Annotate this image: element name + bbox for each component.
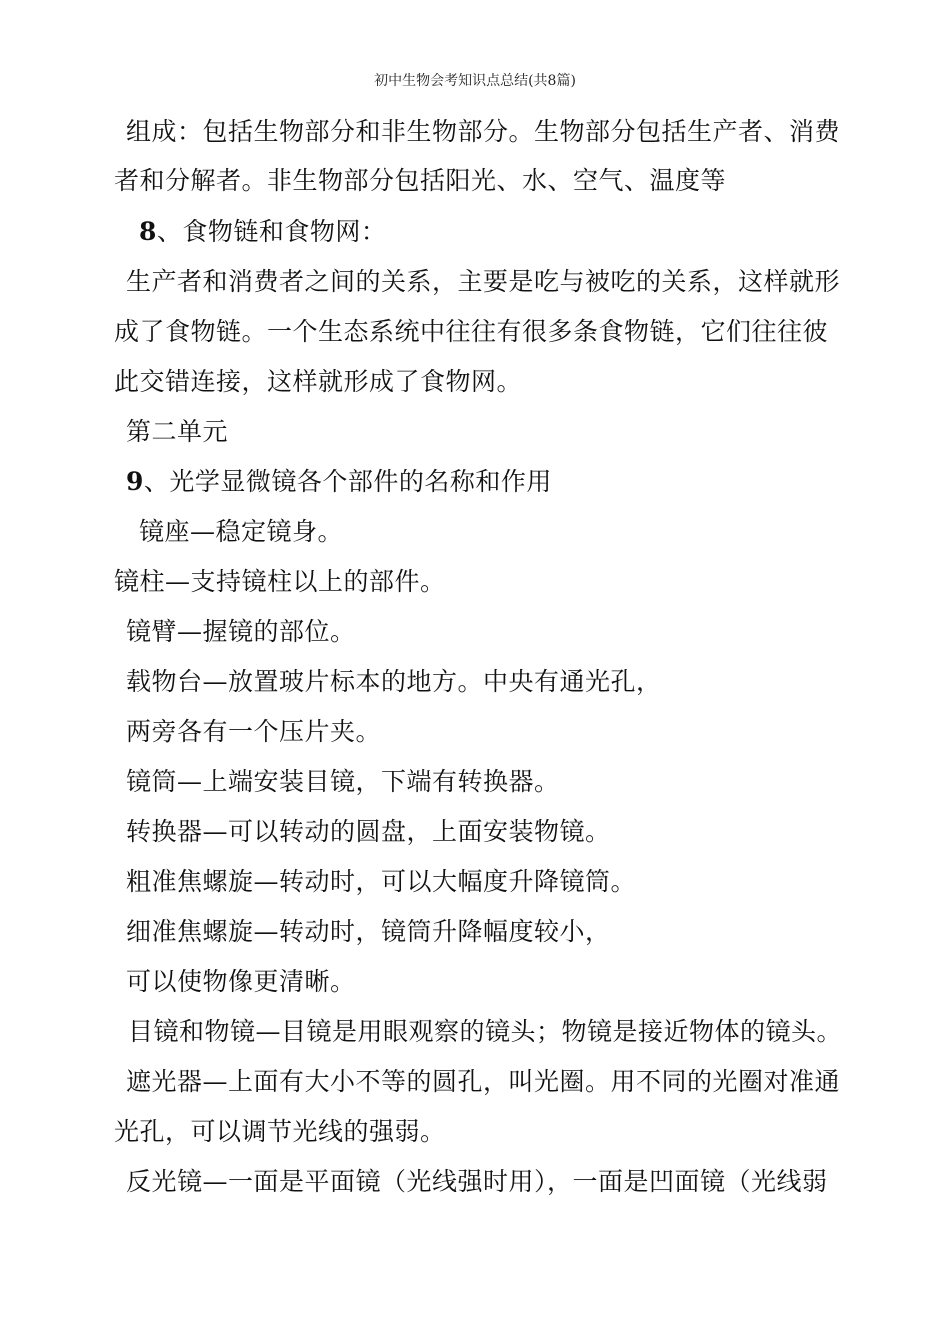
section-title: 、食物链和食物网： <box>156 217 387 246</box>
section-heading <box>126 467 552 497</box>
text-line: 生产者和消费者之间的关系，主要是吃与被吃的关系，这样就形 <box>126 267 841 296</box>
text-line: 粗准焦螺旋—转动时，可以大幅度升降镜筒。 <box>126 867 637 896</box>
text-line: 遮光器—上面有大小不等的圆孔，叫光圈。用不同的光圈对准通 <box>126 1067 841 1096</box>
text-line: 载物台—放置玻片标本的地方。中央有通光孔， <box>126 667 662 696</box>
text-line: 目镜和物镜—目镜是用眼观察的镜头；物镜是接近物体的镜头。 <box>128 1017 843 1046</box>
text-line: 转换器—可以转动的圆盘，上面安装物镜。 <box>126 817 611 846</box>
text-line: 此交错连接，这样就形成了食物网。 <box>114 367 523 396</box>
text-line: 反光镜—一面是平面镜（光线强时用），一面是凹面镜（光线弱 <box>126 1167 828 1196</box>
text-line: 镜座—稳定镜身。 <box>139 517 344 546</box>
text-line: 组成：包括生物部分和非生物部分。生物部分包括生产者、消费 <box>126 117 841 146</box>
text-line: 成了食物链。一个生态系统中往往有很多条食物链，它们往往彼 <box>114 317 829 346</box>
text-line: 镜筒—上端安装目镜，下端有转换器。 <box>126 767 560 796</box>
text-line: 可以使物像更清晰。 <box>126 967 356 996</box>
text-line: 细准焦螺旋—转动时，镜筒升降幅度较小， <box>126 917 611 946</box>
text-line: 者和分解者。非生物部分包括阳光、水、空气、温度等 <box>114 166 727 195</box>
unit-heading: 第二单元 <box>126 417 229 446</box>
text-line: 两旁各有一个压片夹。 <box>126 717 382 746</box>
section-number: 9 <box>126 467 144 496</box>
text-line: 镜臂—握镜的部位。 <box>126 617 356 646</box>
section-title: 、光学显微镜各个部件的名称和作用 <box>143 467 552 496</box>
section-number: 8 <box>139 217 157 246</box>
section-heading <box>139 217 386 247</box>
text-line: 镜柱—支持镜柱以上的部件。 <box>114 567 446 596</box>
page-header: 初中生物会考知识点总结(共8篇) <box>374 73 576 89</box>
text-line: 光孔，可以调节光线的强弱。 <box>114 1117 446 1146</box>
